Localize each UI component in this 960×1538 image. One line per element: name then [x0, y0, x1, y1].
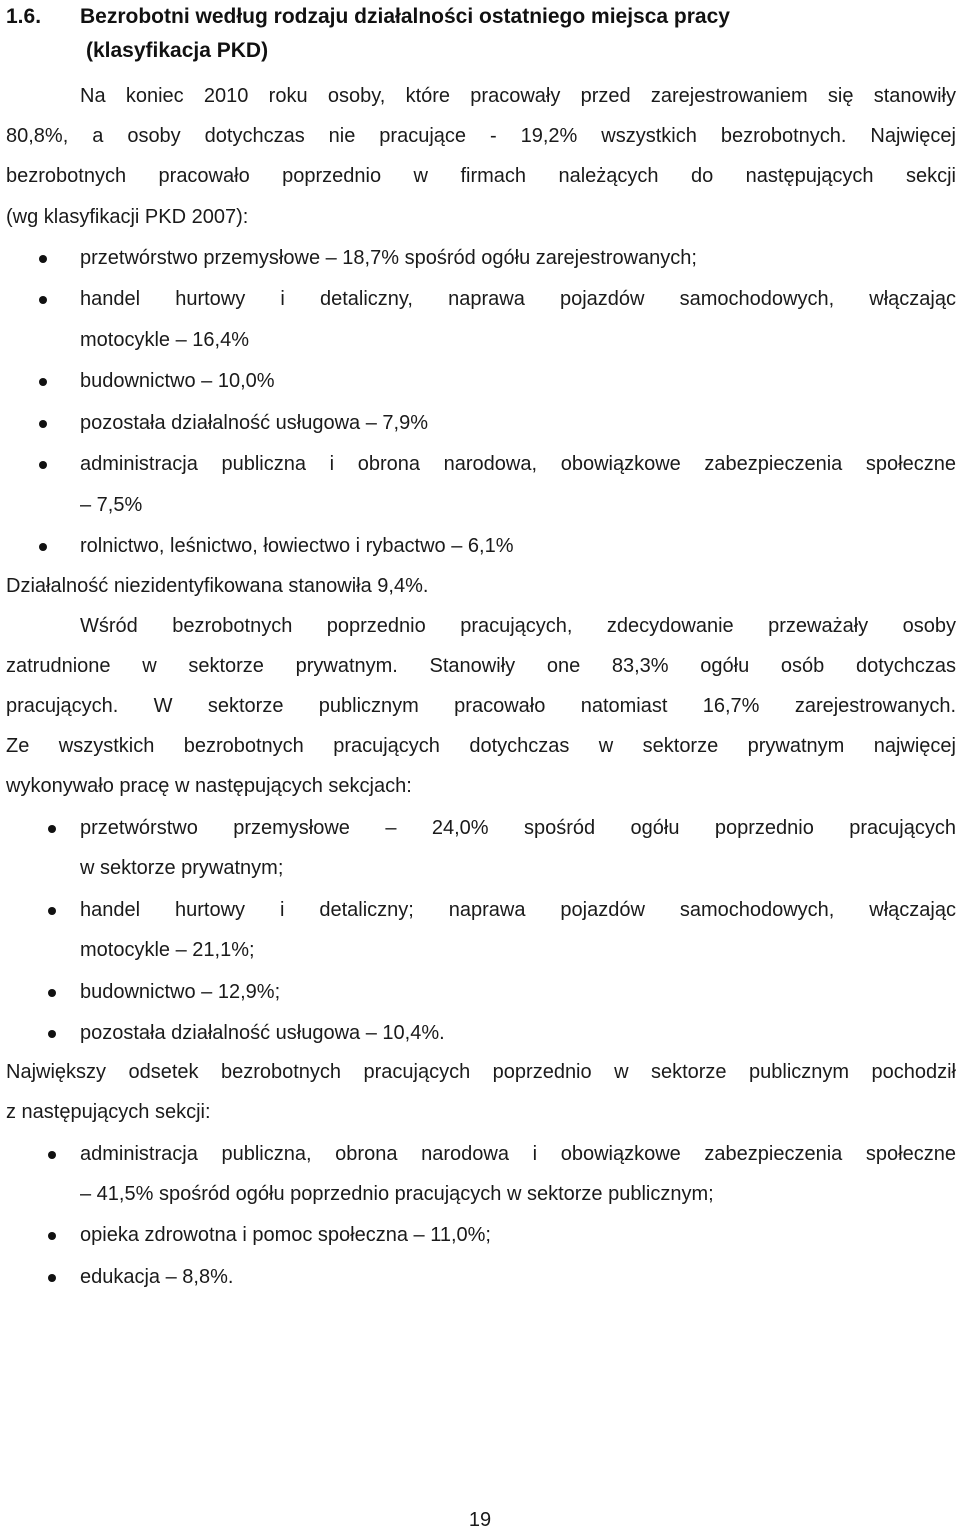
list-item: opieka zdrowotna i pomoc społeczna – 11,0%;: [80, 1224, 491, 1246]
section-title-line2: (klasyfikacja PKD): [86, 39, 269, 62]
bullet-icon: [48, 1232, 56, 1240]
list-item: pozostała działalność usługowa – 7,9%: [80, 412, 428, 434]
list-item: pozostała działalność usługowa – 10,4%.: [80, 1022, 445, 1044]
paragraph-line: pracujących. W sektorze publicznym pracowało natomiast 16,7% zarejestrowanych.: [6, 695, 956, 717]
bullet-icon: [48, 825, 56, 833]
bullet-icon: [48, 1030, 56, 1038]
page-number: 19: [468, 1509, 492, 1531]
section-title-line1: Bezrobotni według rodzaju działalności ostatniego miejsca pracy: [80, 5, 730, 28]
bullet-icon: [48, 907, 56, 915]
list-item-continuation: motocykle – 21,1%;: [80, 939, 255, 961]
list-item: administracja publiczna i obrona narodowa, obowiązkowe zabezpieczenia społeczne: [80, 453, 956, 475]
bullet-icon: [48, 1151, 56, 1159]
list-item: przetwórstwo przemysłowe – 18,7% spośród ogółu zarejestrowanych;: [80, 247, 697, 269]
bullet-icon: [39, 461, 47, 469]
paragraph-line: wykonywało pracę w następujących sekcjach:: [6, 775, 412, 797]
list-item: budownictwo – 10,0%: [80, 370, 275, 392]
bullet-icon: [39, 255, 47, 263]
list-item: budownictwo – 12,9%;: [80, 981, 281, 1003]
list-item-continuation: motocykle – 16,4%: [80, 329, 249, 351]
list-item: rolnictwo, leśnictwo, łowiectwo i rybactwo – 6,1%: [80, 535, 514, 557]
list-item-continuation: – 41,5% spośród ogółu poprzednio pracujących w sektorze publicznym;: [80, 1183, 714, 1205]
paragraph-line: (wg klasyfikacji PKD 2007):: [6, 206, 249, 228]
list-item: handel hurtowy i detaliczny; naprawa pojazdów samochodowych, włączając: [80, 899, 956, 921]
list-item-continuation: w sektorze prywatnym;: [80, 857, 284, 879]
paragraph-line: Największy odsetek bezrobotnych pracujących poprzednio w sektorze publicznym pochodził: [6, 1061, 956, 1083]
paragraph-line: 80,8%, a osoby dotychczas nie pracujące - 19,2% wszystkich bezrobotnych. Najwięcej: [6, 125, 956, 147]
paragraph-line: bezrobotnych pracowało poprzednio w firmach należących do następujących sekcji: [6, 165, 956, 187]
bullet-icon: [39, 378, 47, 386]
paragraph-line: Ze wszystkich bezrobotnych pracujących dotychczas w sektorze prywatnym najwięcej: [6, 735, 956, 757]
section-number: 1.6.: [6, 5, 42, 28]
list-item: administracja publiczna, obrona narodowa i obowiązkowe zabezpieczenia społeczne: [80, 1143, 956, 1165]
list-item: edukacja – 8,8%.: [80, 1266, 234, 1288]
bullet-icon: [39, 420, 47, 428]
bullet-icon: [48, 989, 56, 997]
paragraph-line: Wśród bezrobotnych poprzednio pracujących, zdecydowanie przeważały osoby: [80, 615, 956, 637]
bullet-icon: [48, 1274, 56, 1282]
paragraph-line: Działalność niezidentyfikowana stanowiła 9,4%.: [6, 575, 429, 597]
section-heading: [6, 0, 956, 68]
list-item-continuation: – 7,5%: [80, 494, 143, 516]
paragraph-line: z następujących sekcji:: [6, 1101, 211, 1123]
list-item: przetwórstwo przemysłowe – 24,0% spośród ogółu poprzednio pracujących: [80, 817, 956, 839]
bullet-icon: [39, 543, 47, 551]
list-item: handel hurtowy i detaliczny, naprawa pojazdów samochodowych, włączając: [80, 288, 956, 310]
paragraph-line: Na koniec 2010 roku osoby, które pracowały przed zarejestrowaniem się stanowiły: [80, 85, 956, 107]
paragraph-line: zatrudnione w sektorze prywatnym. Stanowiły one 83,3% ogółu osób dotychczas: [6, 655, 956, 677]
bullet-icon: [39, 296, 47, 304]
